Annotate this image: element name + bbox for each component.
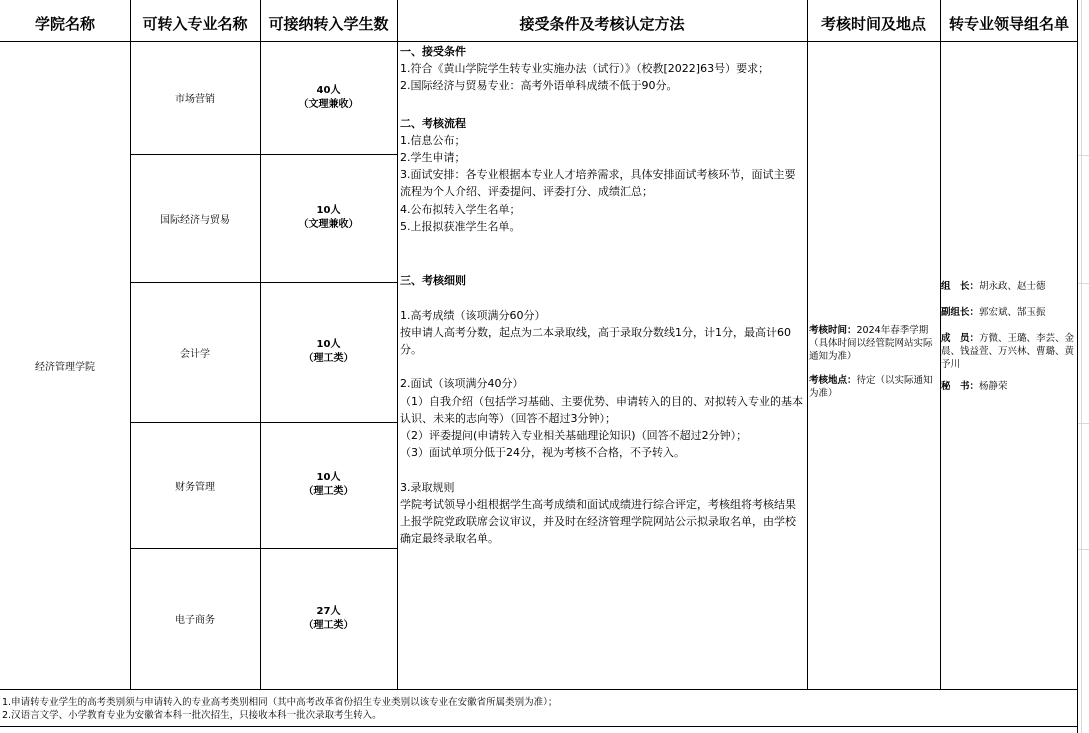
condition-line: （1）自我介绍（包括学习基础、主要优势、申请转入的目的、对拟转入专业的基本认识、未来的志向等）（回答不超过3分钟）； (400, 394, 803, 425)
major-name: 财务管理 (175, 481, 215, 493)
condition-line: 2.国际经济与贸易专业：高考外语单科成绩不低于90分。 (400, 79, 678, 93)
leader-value: 胡永政、赵士德 (979, 281, 1046, 292)
quota-cell (260, 548, 397, 689)
grid-line (1078, 549, 1089, 550)
grid-line (940, 0, 941, 689)
grid-line (130, 422, 397, 423)
section-title: 三、考核细则 (400, 274, 466, 288)
grid-line (0, 726, 1078, 727)
major-name: 市场营销 (175, 94, 215, 105)
major-name: 国际经济与贸易 (160, 214, 230, 226)
condition-line: 按申请人高考分数，起点为二本录取线，高于录取分数线1分，计1分，最高计60分。 (400, 325, 791, 357)
deputy-row (941, 306, 1076, 319)
quota-count: 10人 (316, 339, 341, 350)
quota-count: 10人 (316, 205, 341, 216)
quota-cell (260, 282, 397, 422)
grid-line (130, 0, 131, 689)
members-label: 成 员： (941, 333, 980, 344)
condition-line: 3.面试安排：各专业根据本专业人才培养需求，具体安排面试考核环节，面试主要流程为个人介绍、评委提问、评委打分、成绩汇总； (400, 168, 796, 199)
header-college: 学院名称 (34, 14, 95, 33)
leader-label: 组 长： (941, 281, 980, 292)
deputy-label: 副组长： (941, 307, 980, 318)
leaders-cell (940, 280, 1078, 410)
grid-line (1078, 423, 1089, 424)
header-leaders: 转专业领导组名单 (948, 14, 1069, 33)
header-major: 可转入专业名称 (142, 14, 248, 33)
quota-count: 10人 (316, 472, 341, 483)
header-conditions: 接受条件及考核认定方法 (519, 14, 685, 33)
major-name: 会计学 (180, 348, 210, 360)
quota-cell (260, 41, 397, 154)
section-title: 二、考核流程 (400, 116, 466, 130)
deputy-value: 郭宏斌、郜玉振 (979, 307, 1046, 318)
condition-line: （2）评委提问(申请转入专业相关基础理论知识)（回答不超过2分钟）； (400, 429, 748, 443)
conditions-text (397, 43, 807, 689)
quota-count: 27人 (316, 605, 341, 617)
grid-line (130, 282, 397, 283)
grid-line (130, 548, 397, 549)
condition-line: 5.上报拟获准学生名单。 (400, 219, 521, 233)
grid-line (807, 0, 808, 689)
secretary-row (941, 380, 1076, 393)
condition-line: 3.录取规则 (400, 480, 455, 494)
footnote: 1.申请转专业学生的高考类别须与申请转入的专业高考类别相同（其中高考改革省份招生专业类别以该专业在安徽省所属类别为准）； (2, 697, 558, 708)
grid-line (1081, 0, 1082, 733)
exam-time-label: 考核时间： (809, 325, 857, 336)
time-place-cell (807, 324, 940, 424)
grid-line (1078, 283, 1089, 284)
grid-line (260, 0, 261, 689)
header-quota: 可接纳转入学生数 (268, 14, 389, 33)
exam-place (809, 374, 938, 400)
quota-type: （文理兼收） (298, 98, 359, 110)
quota-type: （理工类） (303, 619, 354, 631)
header-time-place: 考核时间及地点 (820, 14, 926, 33)
condition-line: 1.高考成绩（该项满分60分） (400, 308, 546, 322)
exam-place-label: 考核地点： (809, 375, 857, 386)
college-name: 经济管理学院 (35, 361, 95, 373)
condition-line: 1.符合《黄山学院学生转专业实施办法（试行）》（校教[2022]63号）要求； (400, 62, 770, 76)
exam-time (809, 324, 938, 363)
grid-line (0, 41, 1078, 42)
members-row (941, 332, 1076, 371)
grid-line (1077, 0, 1078, 733)
condition-line: 1.信息公布； (400, 133, 466, 147)
quota-type: （理工类） (303, 486, 354, 497)
condition-line: 2.面试（该项满分40分） (400, 377, 524, 391)
major-name: 电子商务 (175, 615, 215, 626)
grid-line (0, 689, 1078, 690)
quota-cell (260, 154, 397, 282)
grid-line (1078, 155, 1089, 156)
section-title: 一、接受条件 (400, 45, 466, 58)
exam-place-value: 待定（以实际通知为准） (809, 375, 933, 399)
quota-type: （理工类） (303, 353, 354, 364)
condition-line: 4.公布拟转入学生名单； (400, 202, 521, 216)
exam-time-value: 2024年春季学期（具体时间以经管院网站实际通知为准） (809, 325, 933, 362)
grid-line (397, 0, 398, 689)
secretary-label: 秘 书： (941, 381, 980, 392)
condition-line: 学院考试领导小组根据学生高考成绩和面试成绩进行综合评定，考核组将考核结果上报学院党政联席会议审议，并及时在经济管理学院网站公示拟录取名单，由学校确定最终录取名单。 (400, 497, 796, 546)
condition-line: （3）面试单项分低于24分，视为考核不合格，不予转入。 (400, 446, 685, 460)
footnote: 2.汉语言文学、小学教育专业为安徽省本科一批次招生，只接收本科一批次录取考生转入。 (2, 709, 382, 721)
quota-type: （文理兼收） (298, 219, 359, 230)
secretary-value: 杨静荣 (979, 381, 1008, 392)
condition-line: 2.学生申请； (400, 151, 466, 165)
leader-row (941, 280, 1076, 293)
members-value: 方微、王璐、李芸、金晨、钱益萱、万兴林、曹璐、黄予川 (941, 333, 1075, 370)
quota-count: 40人 (316, 84, 341, 96)
grid-line (130, 154, 397, 155)
quota-cell (260, 422, 397, 548)
